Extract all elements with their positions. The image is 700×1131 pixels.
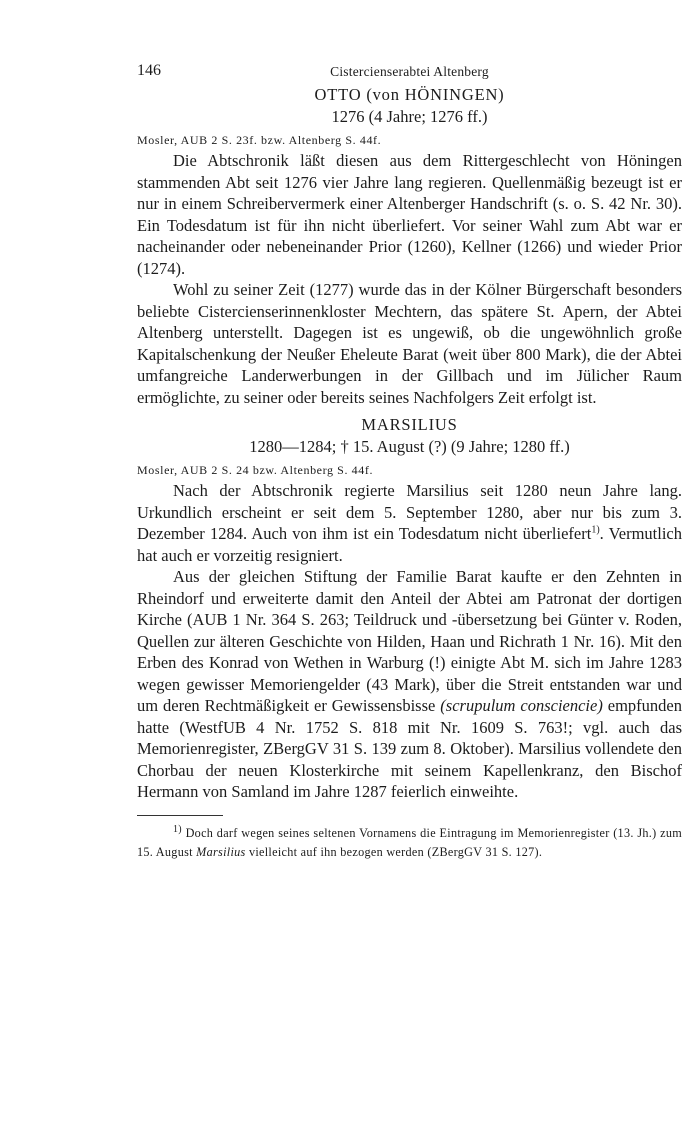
- latin-quote: (scrupulum consciencie): [440, 696, 603, 715]
- abbot-section-marsilius: [137, 414, 682, 803]
- footnote-mark: 1): [173, 823, 182, 835]
- abbot-section-otto: [137, 84, 682, 408]
- source-reference: Mosler, AUB 2 S. 24 bzw. Altenberg S. 44f.: [137, 463, 374, 477]
- paragraph-text: empfunden hatte (WestfUB 4 Nr. 1752 S. 818 mit Nr. 1609 S. 763!; vgl. auch das Memorienregister, ZBergGV 31 S. 139 zum 8. Oktober). Marsilius vollendete den Chorbau der neuen Klosterkirche mit seinem Kapellenkranz, den Bischof Hermann von Samland im Jahre 1287 feierlich einweihte.: [137, 696, 683, 801]
- body-paragraph: Die Abtschronik läßt diesen aus dem Rittergeschlecht von Höningen stammenden Abt seit 1276 vier Jahre lang regieren. Quellenmäßig bezeugt ist er nur in einem Schreibervermerk einer Altenberger Handschrift (s. o. S. 42 Nr. 30). Ein Todesdatum ist für ihn nicht überliefert. Vor seiner Wahl zum Abt war er nacheinander oder nebeneinander Prior (1260), Kellner (1266) und wieder Prior (1274).: [137, 151, 682, 278]
- section-dates: 1276 (4 Jahre; 1276 ff.): [331, 107, 488, 126]
- footnote-italic-name: Marsilius: [196, 844, 246, 859]
- footnote-text: vielleicht auf ihn bezogen werden (ZBergGV 31 S. 127).: [245, 844, 543, 859]
- section-dates: 1280—1284; † 15. August (?) (9 Jahre; 1280 ff.): [249, 437, 570, 456]
- body-paragraph: [137, 480, 682, 566]
- footnote-reference[interactable]: 1): [591, 524, 600, 536]
- paragraph-text: . Vermutlich hat auch er vorzeitig resigniert.: [137, 524, 682, 565]
- paragraph-text: Aus der gleichen Stiftung der Familie Barat kaufte er den Zehnten in Rheindorf und erweiterte damit den Anteil der Abtei am Patronat der dortigen Kirche (AUB 1 Nr. 364 S. 263; Teildruck und -übersetzung bei Günter v. Roden, Quellen zur älteren Geschichte von Hilden, Haan und Richrath 1 Nr. 16). Mit den Erben des Konrad von Wethen in Warburg (!) einigte Abt M. sich im Jahre 1283 wegen gewisser Memoriengelder (43 Mark), über die Streit entstanden war und um deren Rechtmäßigkeit er Gewissensbisse: [137, 567, 682, 715]
- body-paragraph: Wohl zu seiner Zeit (1277) wurde das in der Kölner Bürgerschaft besonders beliebte Cistercienserinnenkloster Mechtern, das spätere St. Apern, der Abtei Altenberg unterstellt. Dagegen ist es ungewiß, ob die ungewöhnlich große Kapitalschenkung der Neußer Eheleute Barat (weit über 800 Mark), die der Abtei umfangreiche Landerwerbungen in der Gillbach und im Jülicher Raum ermöglichte, zu seiner oder bereits seines Nachfolgers Zeit erfolgt ist.: [137, 280, 682, 407]
- body-paragraph: [137, 566, 682, 803]
- footnote-divider: [137, 815, 223, 816]
- footnote-text: Doch darf wegen seines seltenen Vornamens die Eintragung im Memorienregister (13. Jh.) zum 15. August: [137, 825, 682, 859]
- running-title: Cistercienserabtei Altenberg: [330, 64, 489, 79]
- running-header: [137, 58, 682, 84]
- paragraph-text: Nach der Abtschronik regierte Marsilius seit 1280 neun Jahre lang. Urkundlich erscheint er seit dem 5. September 1280, aber nur bis zum 3. Dezember 1284. Auch von ihm ist ein Todesdatum nicht überliefert: [137, 481, 682, 543]
- section-title: OTTO (von HÖNINGEN): [314, 85, 505, 104]
- source-reference: Mosler, AUB 2 S. 23f. bzw. Altenberg S. 44f.: [137, 133, 382, 147]
- footnote: [137, 824, 682, 862]
- page-number: 146: [137, 62, 161, 79]
- book-page: [137, 58, 682, 862]
- section-title: MARSILIUS: [361, 415, 458, 434]
